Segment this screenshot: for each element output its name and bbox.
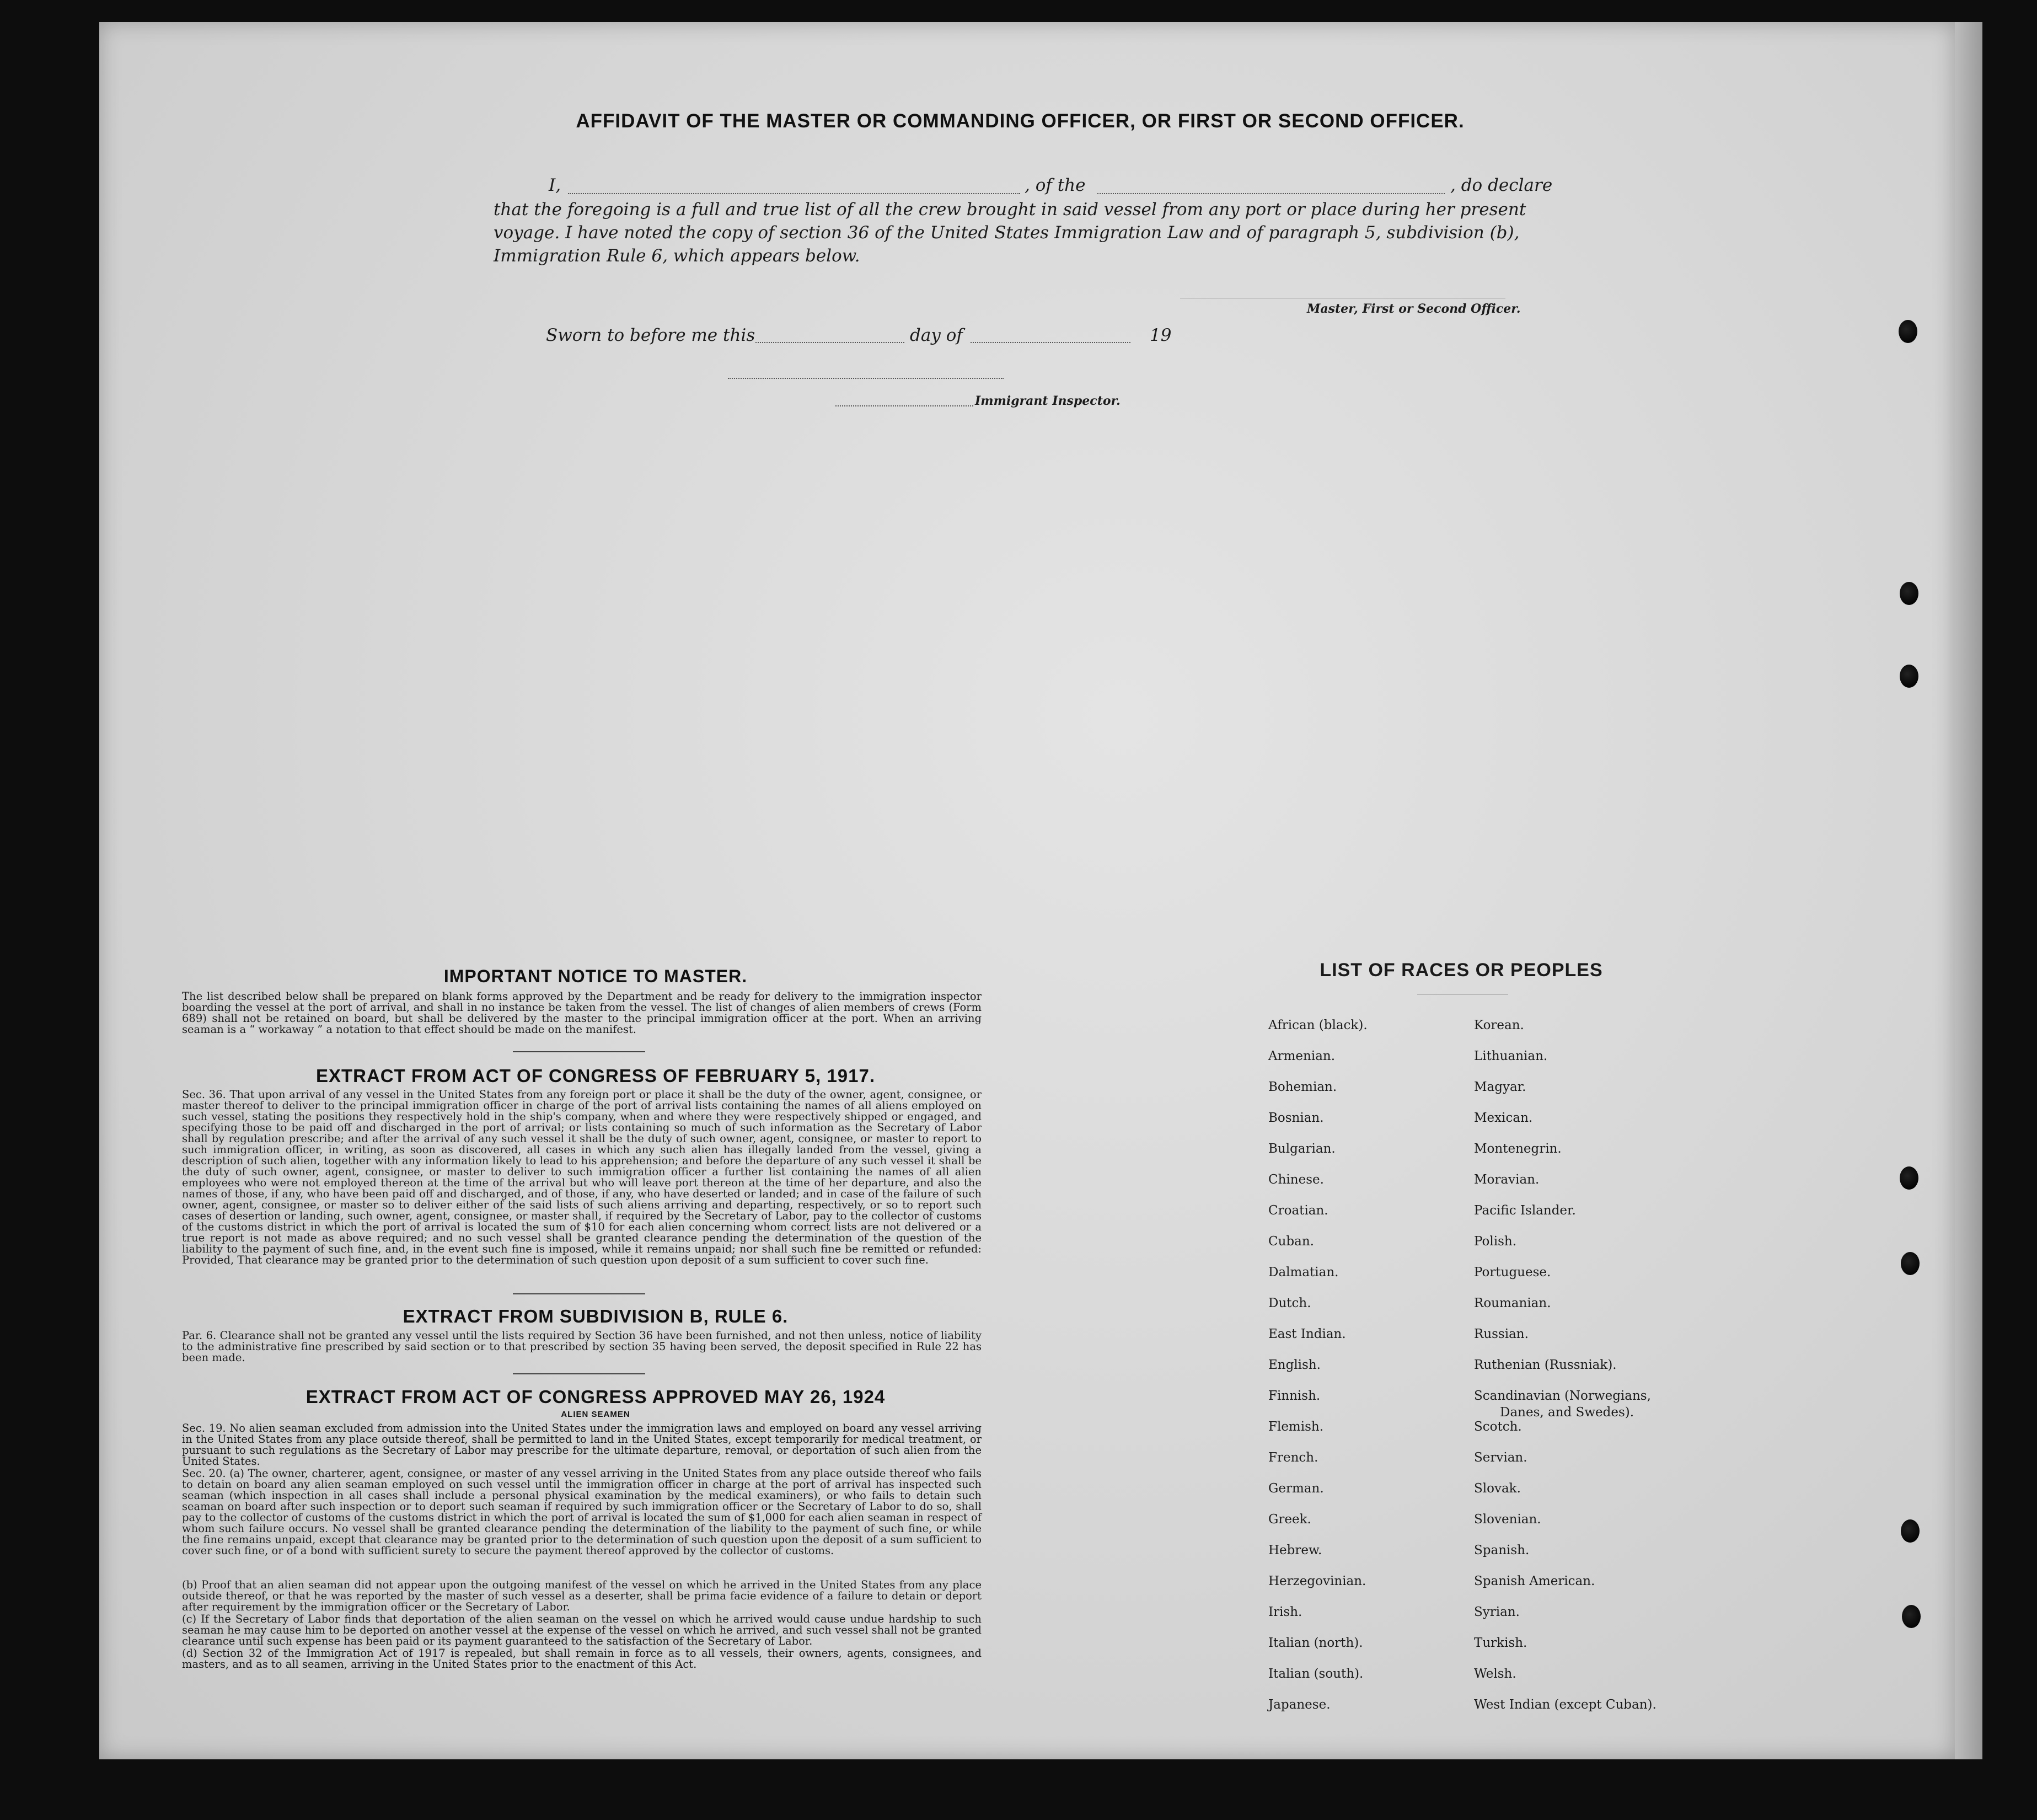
notice-text: The list described below shall be prepared on blank forms approved by the Department and be ready for delivery to the immigration inspector boarding the vessel at the port of arrival, and shall in no instance be taken from the vessel. The list of changes of alien members of crews (Form 689) shall not be retained on board, but shall be delivered by the master to the principal immigration officer at the port. When an arriving seaman is a “ workaway ” a notation to that effect should be made on the manifest. <box>182 990 982 1036</box>
race-item: Moravian. <box>1474 1173 1540 1187</box>
notice-title: IMPORTANT NOTICE TO MASTER. <box>443 966 748 986</box>
affidavit-title: AFFIDAVIT OF THE MASTER OR COMMANDING OFFICER, OR FIRST OR SECOND OFFICER. <box>576 110 1465 132</box>
race-item: Lithuanian. <box>1474 1049 1548 1063</box>
race-item: German. <box>1268 1481 1324 1496</box>
subdivision-b-title: EXTRACT FROM SUBDIVISION B, RULE 6. <box>403 1306 789 1326</box>
sworn-day-of: day of <box>910 325 963 345</box>
race-item: Scandinavian (Norwegians, <box>1474 1389 1651 1403</box>
extract-1917-title: EXTRACT FROM ACT OF CONGRESS OF FEBRUARY 5, 1917. <box>315 1066 876 1086</box>
race-item: Spanish. <box>1474 1543 1530 1557</box>
race-item: Spanish American. <box>1474 1574 1595 1588</box>
sec-20a-text: Sec. 20. (a) The owner, charterer, agent, consignee, or master of any vessel arriving in the United States from any place outside thereof who fails to detain on board any alien seaman employed on such vessel until the immigration officer in charge at the port of arrival has inspected such seaman (which inspection in all cases shall include a personal physical examination by the medical examiners), or who fails to detain such seaman on board after such inspection or to deport such seaman if required by such immigration officer or the Secretary of Labor to do so, shall pay to the collector of customs of the customs district in which the port of arrival is located the sum of $1,000 for each alien seaman in respect of whom such failure occurs. No vessel shall be granted clearance pending the determination of the liability to the payment of such fine, or while the fine remains unpaid, except that clearance may be granted prior to the determination of such question upon the deposit of a sum sufficient to cover such fine, or of a bond with sufficient surety to secure the payment thereof approved by the collector of customs. <box>182 1467 982 1557</box>
race-item: Welsh. <box>1474 1667 1516 1681</box>
race-item: Dalmatian. <box>1268 1265 1339 1280</box>
race-item: Slovenian. <box>1474 1512 1541 1527</box>
race-item: Portuguese. <box>1474 1265 1551 1280</box>
sworn-day-blank[interactable] <box>755 342 904 343</box>
separator <box>513 1051 645 1052</box>
sec-19-text: Sec. 19. No alien seaman excluded from admission into the United States under the immigration laws and employed on board any vessel arriving in the United States from any place outside thereof, shall be permitted to land in the United States, except temporarily for medical treatment, or pursuant to such regulations as the Secretary of Labor may prescribe for the ultimate departure, removal, or deportation of such alien from the United States. <box>182 1422 982 1468</box>
binder-hole <box>1900 582 1918 605</box>
race-item: Roumanian. <box>1474 1296 1551 1310</box>
race-item: Korean. <box>1474 1018 1524 1032</box>
race-item: Greek. <box>1268 1512 1311 1527</box>
race-item: Pacific Islander. <box>1474 1203 1576 1218</box>
race-item: Japanese. <box>1268 1698 1331 1712</box>
race-item: Bohemian. <box>1268 1080 1337 1094</box>
inspector-title-line <box>835 405 973 406</box>
race-item: Croatian. <box>1268 1203 1328 1218</box>
race-item: Italian (north). <box>1268 1636 1363 1650</box>
race-item: West Indian (except Cuban). <box>1474 1698 1657 1712</box>
race-item: Hebrew. <box>1268 1543 1322 1557</box>
race-item: Flemish. <box>1268 1420 1324 1434</box>
affidavit-of-the: , of the <box>1025 175 1086 195</box>
binder-hole <box>1901 1252 1920 1275</box>
affidavit-line-2: that the foregoing is a full and true list of all the crew brought in said vessel from any port or place during her present <box>494 200 1526 220</box>
race-item: Danes, and Swedes). <box>1500 1405 1634 1420</box>
sec-20c-text: (c) If the Secretary of Labor finds that deportation of the alien seaman on the vessel on which he arrived would cause undue hardship to such seaman he may cause him to be deported on another vessel at the expense of the vessel on which he arrived, and such vessel shall not be granted clearance until such expense has been paid or its payment guaranteed to the satisfaction of the Secretary of Labor. <box>182 1613 982 1647</box>
race-item: Italian (south). <box>1268 1667 1364 1681</box>
sec-20d-text: (d) Section 32 of the Immigration Act of 1917 is repealed, but shall remain in force as to all vessels, their owners, agents, consignees, and masters, and as to all seamen, arriving in the United States prior to the enactment of this Act. <box>182 1647 982 1671</box>
race-item: Finnish. <box>1268 1389 1321 1403</box>
extract-1924-title: EXTRACT FROM ACT OF CONGRESS APPROVED MAY 26, 1924 <box>305 1387 886 1407</box>
race-item: Servian. <box>1474 1450 1527 1465</box>
binder-hole <box>1900 1166 1918 1190</box>
race-item: French. <box>1268 1450 1318 1465</box>
race-item: Bosnian. <box>1268 1111 1324 1125</box>
race-item: African (black). <box>1268 1018 1368 1032</box>
extract-1917-text: Sec. 36. That upon arrival of any vessel in the United States from any foreign port or place it shall be the duty of the owner, agent, consignee, or master thereof to deliver to the principal immigration officer in charge of the port of arrival lists containing the names of all aliens employed on such vessel, stating the positions they respectively hold in the ship's company, when and where they were respectively shipped or engaged, and specifying those to be paid off and discharged in the port of arrival; or lists containing so much of such information as the Secretary of Labor shall by regulation prescribe; and after the arrival of any such vessel it shall be the duty of such owner, agent, consignee, or master to report to such immigration officer, in writing, as soon as discovered, all cases in which any such alien has illegally landed from the vessel, giving a description of such alien, together with any information likely to lead to his apprehension; and before the departure of any such vessel it shall be the duty of such owner, agent, consignee, or master to deliver to such immigration officer a further list containing the names of all alien employees who were not employed thereon at the time of the arrival but who will leave port thereon at the time of her departure, and also the names of those, if any, who have been paid off and discharged, and of those, if any, who have deserted or landed; and in case of the failure of such owner, agent, consignee, or master so to deliver either of the said lists of such aliens arriving and departing, respectively, or so to report such cases of desertion or landing, such owner, agent, consignee, or master shall, if required by the Secretary of Labor, pay to the collector of customs of the customs district in which the port of arrival is located the sum of $10 for each alien concerning whom correct lists are not delivered or a true report is not made as above required; and no such vessel shall be granted clearance pending the determination of the question of the liability to the payment of such fine, and, in the event such fine is imposed, while it remains unpaid; nor shall such fine be remitted or refunded: Provided, That clearance may be granted prior to the determination of such question upon deposit of a sum sufficient to cover such fine. <box>182 1088 982 1266</box>
subdivision-b-text: Par. 6. Clearance shall not be granted any vessel until the lists required by Section 36 have been furnished, and not then unless, notice of liability to the administrative fine prescribed by said section or to that prescribed by section 35 having been served, the deposit specified in Rule 22 has been made. <box>182 1329 982 1364</box>
affidavit-line-3: voyage. I have noted the copy of section 36 of the United States Immigration Law and of paragraph 5, subdivision (b), <box>494 223 1520 243</box>
affidavit-line-4: Immigration Rule 6, which appears below. <box>494 246 860 266</box>
bleed-through <box>353 124 1842 190</box>
separator <box>513 1373 645 1374</box>
race-item: East Indian. <box>1268 1327 1346 1341</box>
sec-20b-text: (b) Proof that an alien seaman did not appear upon the outgoing manifest of the vessel on which he arrived in the United States from any place outside thereof, or that he was reported by the master of such vessel as a deserter, shall be prima facie evidence of a failure to detain or deport after requirement by the immigration officer or the Secretary of Labor. <box>182 1578 982 1613</box>
officer-caption: Master, First or Second Officer. <box>1307 302 1521 316</box>
race-item: Mexican. <box>1474 1111 1533 1125</box>
binder-hole <box>1901 1519 1920 1543</box>
race-item: Scotch. <box>1474 1420 1522 1434</box>
race-item: Armenian. <box>1268 1049 1336 1063</box>
race-item: English. <box>1268 1358 1321 1372</box>
inspector-signature-line[interactable] <box>728 378 1004 379</box>
extract-1924-subtitle: ALIEN SEAMEN <box>561 1410 630 1419</box>
vessel-blank[interactable] <box>1097 193 1445 194</box>
name-blank[interactable] <box>568 193 1020 194</box>
race-item: Turkish. <box>1474 1636 1527 1650</box>
race-item: Montenegrin. <box>1474 1142 1562 1156</box>
sworn-month-blank[interactable] <box>971 342 1130 343</box>
race-item: Slovak. <box>1474 1481 1521 1496</box>
race-item: Cuban. <box>1268 1234 1314 1249</box>
sworn-text: Sworn to before me this <box>546 325 755 345</box>
binder-hole <box>1900 665 1918 688</box>
separator <box>513 1293 645 1294</box>
race-item: Magyar. <box>1474 1080 1526 1094</box>
sworn-year-19: 19 <box>1150 325 1172 345</box>
inspector-caption: Immigrant Inspector. <box>975 394 1121 408</box>
race-item: Russian. <box>1474 1327 1529 1341</box>
race-item: Herzegovinian. <box>1268 1574 1366 1588</box>
race-item: Syrian. <box>1474 1605 1520 1619</box>
race-item: Bulgarian. <box>1268 1142 1336 1156</box>
race-item: Chinese. <box>1268 1173 1324 1187</box>
affidavit-i: I, <box>549 175 561 195</box>
race-item: Ruthenian (Russniak). <box>1474 1358 1617 1372</box>
affidavit-do-declare: , do declare <box>1450 175 1553 195</box>
races-title: LIST OF RACES OR PEOPLES <box>1320 960 1603 981</box>
sheet-edge <box>1955 22 1982 1759</box>
binder-hole <box>1902 1605 1921 1628</box>
race-item: Irish. <box>1268 1605 1302 1619</box>
race-item: Polish. <box>1474 1234 1517 1249</box>
binder-hole <box>1899 320 1917 343</box>
race-item: Dutch. <box>1268 1296 1311 1310</box>
